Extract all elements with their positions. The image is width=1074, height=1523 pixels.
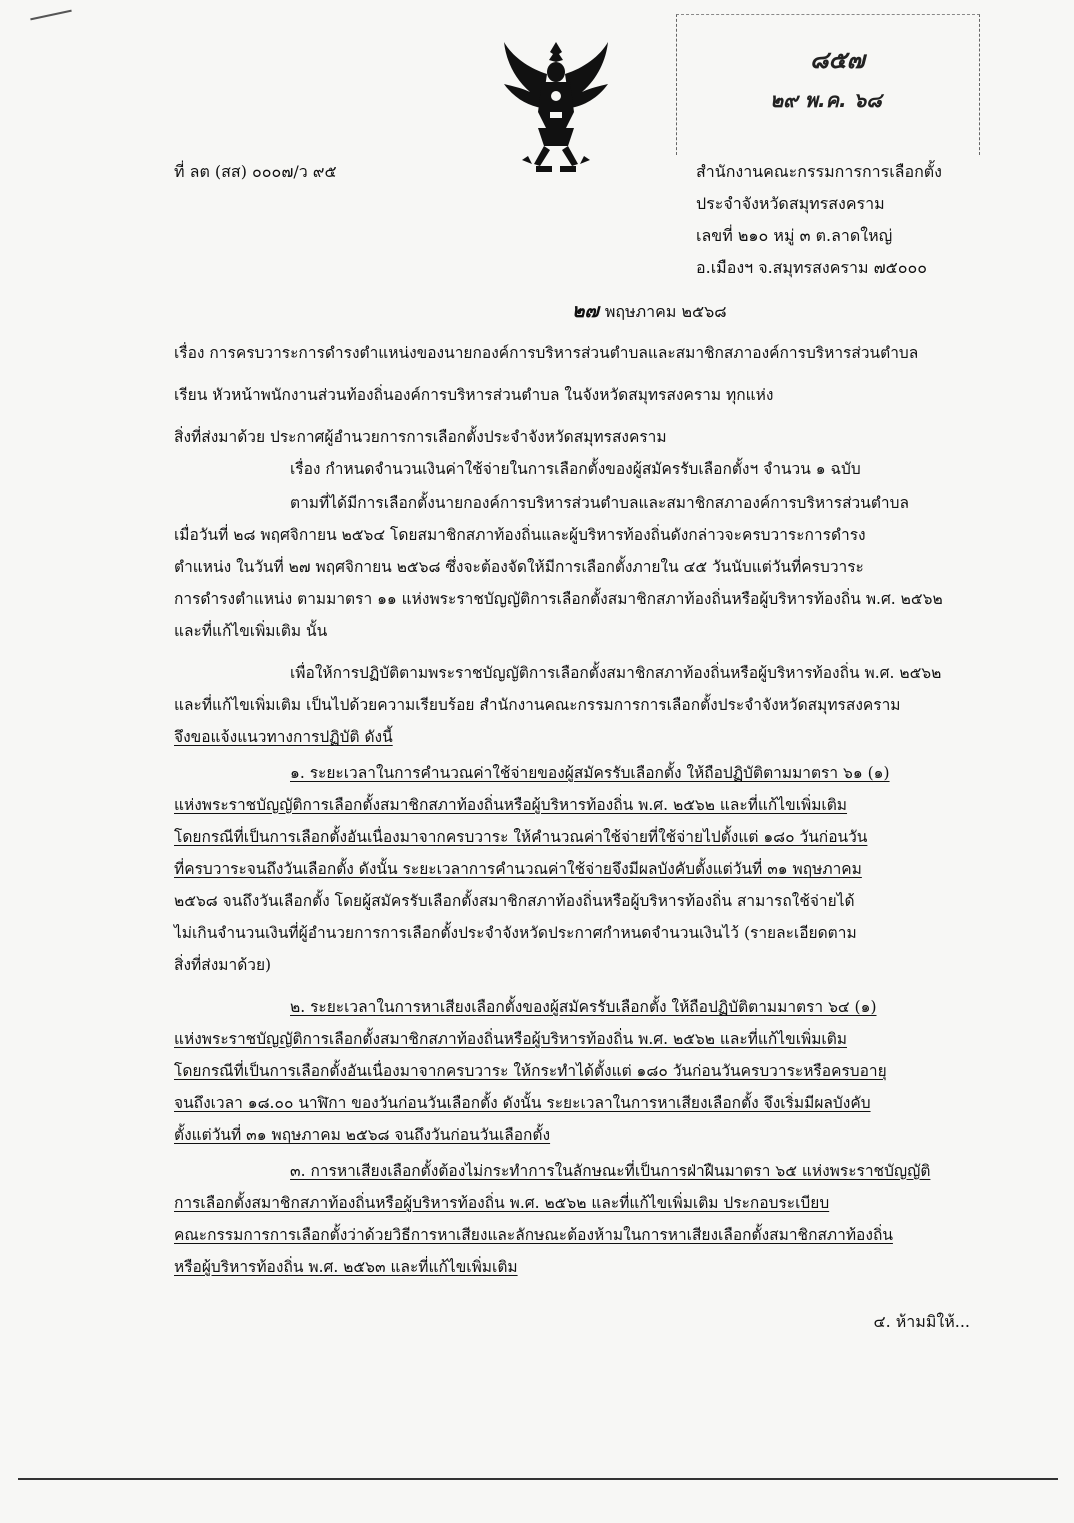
recipient-line: เรียน หัวหน้าพนักงานส่วนท้องถิ่นองค์การบริหารส่วนตำบล ในจังหวัดสมุทรสงคราม ทุกแห่ง: [174, 386, 774, 404]
scan-mark: [30, 10, 71, 21]
item-3-line: หรือผู้บริหารท้องถิ่น พ.ศ. ๒๕๖๓ และที่แก้ไขเพิ่มเติม: [174, 1258, 518, 1276]
enclosure-detail: เรื่อง กำหนดจำนวนเงินค่าใช้จ่ายในการเลือกตั้งของผู้สมัครรับเลือกตั้งฯ จำนวน ๑ ฉบับ: [290, 460, 861, 478]
address-line: เลขที่ ๒๑๐ หมู่ ๓ ต.ลาดใหญ่: [696, 226, 893, 245]
date-month-year: พฤษภาคม ๒๕๖๘: [604, 302, 727, 321]
garuda-emblem-icon: [498, 38, 614, 184]
subject-line: เรื่อง การครบวาระการดำรงตำแหน่งของนายกองค์การบริหารส่วนตำบลและสมาชิกสภาองค์การบริหารส่วนตำบล: [174, 344, 919, 362]
letter-date: [572, 296, 727, 326]
item-1-line: ไม่เกินจำนวนเงินที่ผู้อำนวยการการเลือกตั้งประจำจังหวัดประกาศกำหนดจำนวนเงินไว้ (รายละเอียดตาม: [174, 924, 857, 942]
paragraph-line: และที่แก้ไขเพิ่มเติม นั้น: [174, 622, 328, 640]
address-line: ประจำจังหวัดสมุทรสงคราม: [696, 194, 885, 213]
item-3-line: คณะกรรมการการเลือกตั้งว่าด้วยวิธีการหาเสียงและลักษณะต้องห้ามในการหาเสียงเลือกตั้งสมาชิกสภาท้องถิ่น: [174, 1226, 893, 1244]
item-1-line: ที่ครบวาระจนถึงวันเลือกตั้ง ดังนั้น ระยะเวลาการคำนวณค่าใช้จ่ายจึงมีผลบังคับตั้งแต่วันที่ ๓๑ พฤษภาคม: [174, 860, 862, 878]
paragraph-line: การดำรงตำแหน่ง ตามมาตรา ๑๑ แห่งพระราชบัญญัติการเลือกตั้งสมาชิกสภาท้องถิ่นหรือผู้บริหารท้องถิ่น พ.ศ. ๒๕๖๒: [174, 590, 943, 608]
paragraph-line: จึงขอแจ้งแนวทางการปฏิบัติ ดังนี้: [174, 728, 393, 746]
date-day: ๒๗: [572, 300, 599, 322]
address-line: อ.เมืองฯ จ.สมุทรสงคราม ๗๕๐๐๐: [696, 258, 928, 277]
scan-edge-line: [18, 1478, 1058, 1480]
stamp-number: ๘๕๗: [810, 46, 865, 74]
paragraph-line: ตามที่ได้มีการเลือกตั้งนายกองค์การบริหารส่วนตำบลและสมาชิกสภาองค์การบริหารส่วนตำบล: [290, 494, 909, 512]
enclosure-line: สิ่งที่ส่งมาด้วย ประกาศผู้อำนวยการการเลือกตั้งประจำจังหวัดสมุทรสงคราม: [174, 428, 667, 446]
item-2-line: โดยกรณีที่เป็นการเลือกตั้งอันเนื่องมาจากครบวาระ ให้กระทำได้ตั้งแต่ ๑๘๐ วันก่อนวันครบวาระหรือครบอายุ: [174, 1062, 887, 1080]
address-line: สำนักงานคณะกรรมการการเลือกตั้ง: [696, 162, 942, 181]
item-2-line: ๒. ระยะเวลาในการหาเสียงเลือกตั้งของผู้สมัครรับเลือกตั้ง ให้ถือปฏิบัติตามมาตรา ๖๔ (๑): [290, 998, 877, 1016]
item-2-line: แห่งพระราชบัญญัติการเลือกตั้งสมาชิกสภาท้องถิ่นหรือผู้บริหารท้องถิ่น พ.ศ. ๒๕๖๒ และที่แก้ไขเพิ่มเติม: [174, 1030, 848, 1048]
item-1-line: ๑. ระยะเวลาในการคำนวณค่าใช้จ่ายของผู้สมัครรับเลือกตั้ง ให้ถือปฏิบัติตามมาตรา ๖๑ (๑): [290, 764, 890, 782]
item-1-line: แห่งพระราชบัญญัติการเลือกตั้งสมาชิกสภาท้องถิ่นหรือผู้บริหารท้องถิ่น พ.ศ. ๒๕๖๒ และที่แก้ไขเพิ่มเติม: [174, 796, 848, 814]
paragraph-line: และที่แก้ไขเพิ่มเติม เป็นไปด้วยความเรียบร้อย สำนักงานคณะกรรมการการเลือกตั้งประจำจังหวัดสมุทรสงคราม: [174, 696, 901, 714]
item-1-line: สิ่งที่ส่งมาด้วย): [174, 956, 272, 974]
item-3-line: ๓. การหาเสียงเลือกตั้งต้องไม่กระทำการในลักษณะที่เป็นการฝ่าฝืนมาตรา ๖๕ แห่งพระราชบัญญัติ: [290, 1162, 931, 1180]
item-2-line: ตั้งแต่วันที่ ๓๑ พฤษภาคม ๒๕๖๘ จนถึงวันก่อนวันเลือกตั้ง: [174, 1126, 551, 1144]
item-1-line: ๒๕๖๘ จนถึงวันเลือกตั้ง โดยผู้สมัครรับเลือกตั้งสมาชิกสภาท้องถิ่นหรือผู้บริหารท้องถิ่น สามารถใช้จ่ายได้: [174, 892, 855, 910]
paragraph-line: ตำแหน่ง ในวันที่ ๒๗ พฤศจิกายน ๒๕๖๘ ซึ่งจะต้องจัดให้มีการเลือกตั้งภายใน ๔๕ วันนับแต่วันที่ครบวาระ: [174, 558, 864, 576]
item-1-line: โดยกรณีที่เป็นการเลือกตั้งอันเนื่องมาจากครบวาระ ให้คำนวณค่าใช้จ่ายที่ใช้จ่ายไปตั้งแต่ ๑๘๐ วันก่อนวัน: [174, 828, 868, 846]
continued-next-page: ๔. ห้ามมิให้...: [873, 1312, 970, 1331]
item-2-line: จนถึงเวลา ๑๘.๐๐ นาฬิกา ของวันก่อนวันเลือกตั้ง ดังนั้น ระยะเวลาในการหาเสียงเลือกตั้ง จึงเริ่มมีผลบังคับ: [174, 1094, 871, 1112]
item-3-line: การเลือกตั้งสมาชิกสภาท้องถิ่นหรือผู้บริหารท้องถิ่น พ.ศ. ๒๕๖๒ และที่แก้ไขเพิ่มเติม ประกอบระเบียบ: [174, 1194, 830, 1212]
paragraph-line: เมื่อวันที่ ๒๘ พฤศจิกายน ๒๕๖๔ โดยสมาชิกสภาท้องถิ่นและผู้บริหารท้องถิ่นดังกล่าวจะครบวาระการดำรง: [174, 526, 866, 544]
stamp-date: ๒๙ พ.ค. ๖๘: [770, 88, 882, 112]
document-reference: ที่ ลต (สส) ๐๐๐๗/ว ๙๕: [174, 162, 337, 181]
paragraph-line: เพื่อให้การปฏิบัติตามพระราชบัญญัติการเลือกตั้งสมาชิกสภาท้องถิ่นหรือผู้บริหารท้องถิ่น พ.ศ. ๒๕๖๒: [290, 664, 942, 682]
